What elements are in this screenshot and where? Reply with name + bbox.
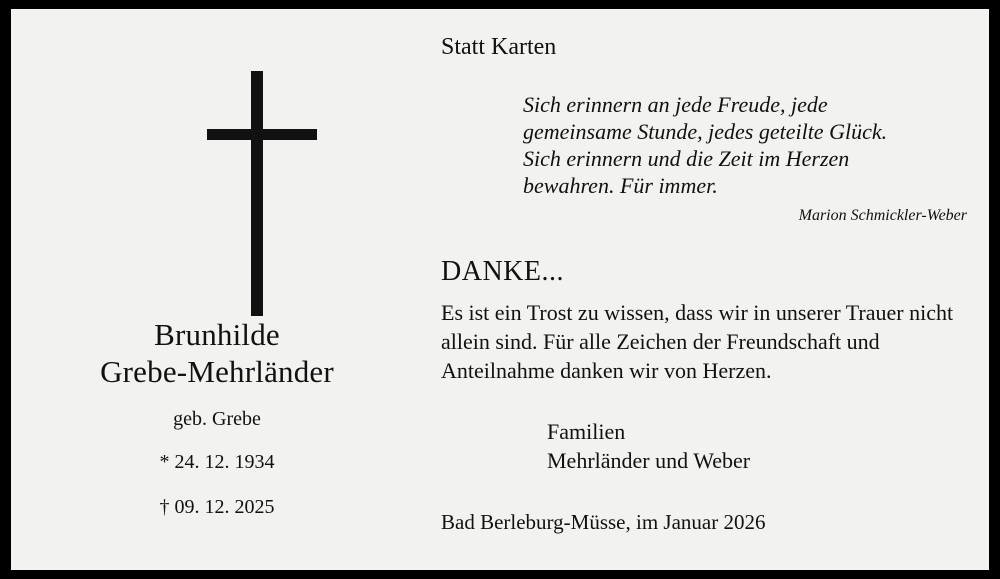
poem-line-4: bewahren. Für immer. [523,173,718,198]
death-date: † 09. 12. 2025 [159,496,275,518]
birth-date: * 24. 12. 1934 [159,451,275,473]
thanks-heading: DANKE... [441,256,564,287]
place-and-date: Bad Berleburg-Müsse, im Januar 2026 [441,510,766,534]
poem-line-1: Sich erinnern an jede Freude, jede [523,92,828,117]
right-column [423,9,989,570]
maiden-name: geb. Grebe [173,408,261,430]
deceased-name-line1: Brunhilde [154,317,280,352]
left-column [11,9,423,570]
christian-cross-icon [207,71,317,316]
notice-paper [11,9,989,570]
family-line-1: Familien [547,419,626,444]
statt-karten-heading: Statt Karten [441,34,557,60]
family-signature [547,417,967,475]
cross-container [11,71,423,316]
family-line-2: Mehrländer und Weber [547,448,751,473]
memorial-poem [523,91,967,199]
thanks-body: Es ist ein Trost zu wissen, dass wir in unserer Trauer nicht allein sind. Für alle Zeichen der Freundschaft und Anteilnahme danken wir von Herzen. [441,300,954,383]
deceased-block [11,316,423,521]
deceased-name-line2: Grebe-Mehrländer [100,354,334,389]
poem-line-2: gemeinsame Stunde, jedes geteilte Glück. [523,119,888,144]
poem-line-3: Sich erinnern und die Zeit im Herzen [523,146,850,171]
poem-author: Marion Schmickler-Weber [798,207,967,224]
